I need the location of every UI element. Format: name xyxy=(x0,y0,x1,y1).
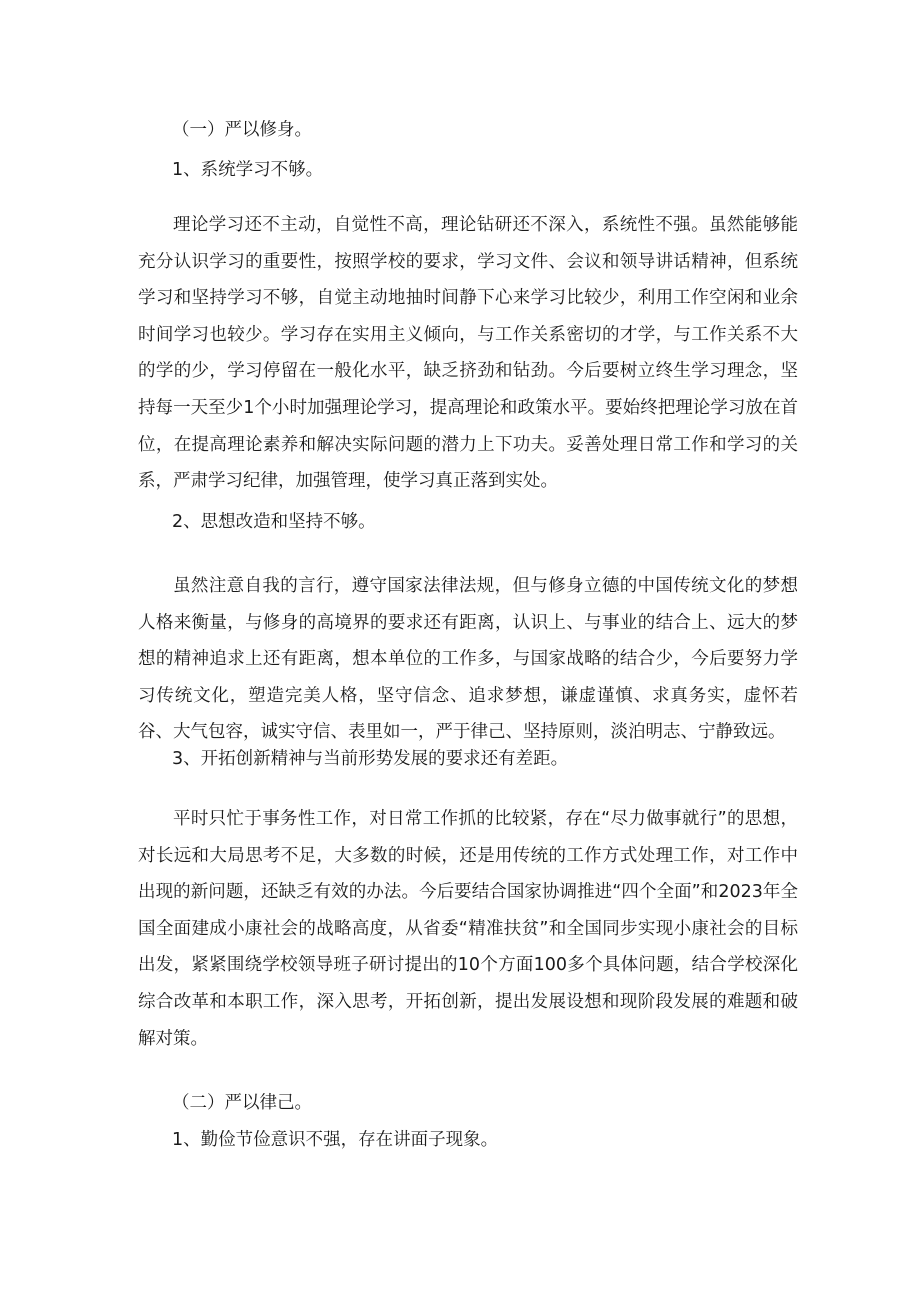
item-title: 1、系统学习不够。 xyxy=(172,160,324,180)
section-heading: （二）严以律己。 xyxy=(172,1093,312,1113)
item-title: 2、思想改造和坚持不够。 xyxy=(172,512,376,532)
paragraph: 虽然注意自我的言行，遵守国家法律法规，但与修身立德的中国传统文化的梦想人格来衡量，与修身的高境界的要求还有距离，认识上、与事业的结合上、远大的梦想的精神追求上还有距离，想本单位的工作多，与国家战略的结合少，今后要努力学习传统文化，塑造完美人格，坚守信念、追求梦想，谦虚谨慎、求真务实，虚怀若谷、大气包容，诚实守信、表里如一，严于律己、坚持原则，淡泊明志、宁静致远。 xyxy=(138,576,798,743)
paragraph: 平时只忙于事务性工作，对日常工作抓的比较紧，存在“尽力做事就行”的思想，对长远和大局思考不足，大多数的时候，还是用传统的工作方式处理工作，对工作中出现的新问题，还缺乏有效的办法。今后要结合国家协调推进“四个全面”和2023年全国全面建成小康社会的战略高度，从省委“精准扶贫”和全国同步实现小康社会的目标出发，紧紧围绕学校领导班子研讨提出的10个方面100多个具体问题，结合学校深化综合改革和本职工作，深入思考，开拓创新，提出发展设想和现阶段发展的难题和破解对策。 xyxy=(138,809,798,1049)
paragraph: 理论学习还不主动，自觉性不高，理论钻研还不深入，系统性不强。虽然能够能充分认识学习的重要性，按照学校的要求，学习文件、会议和领导讲话精神，但系统学习和坚持学习不够，自觉主动地抽时间静下心来学习比较少，利用工作空闲和业余时间学习也较少。学习存在实用主义倾向，与工作关系密切的才学，与工作关系不大的学的少，学习停留在一般化水平，缺乏挤劲和钻劲。今后要树立终生学习理念，坚持每一天至少1个小时加强理论学习，提高理论和政策水平。要始终把理论学习放在首位，在提高理论素养和解决实际问题的潜力上下功夫。妥善处理日常工作和学习的关系，严肃学习纪律，加强管理，使学习真正落到实处。 xyxy=(138,215,798,492)
section-heading: （一）严以修身。 xyxy=(172,120,312,140)
item-title: 3、开拓创新精神与当前形势发展的要求还有差距。 xyxy=(172,749,569,769)
item-title: 1、勤俭节俭意识不强，存在讲面子现象。 xyxy=(172,1130,499,1150)
